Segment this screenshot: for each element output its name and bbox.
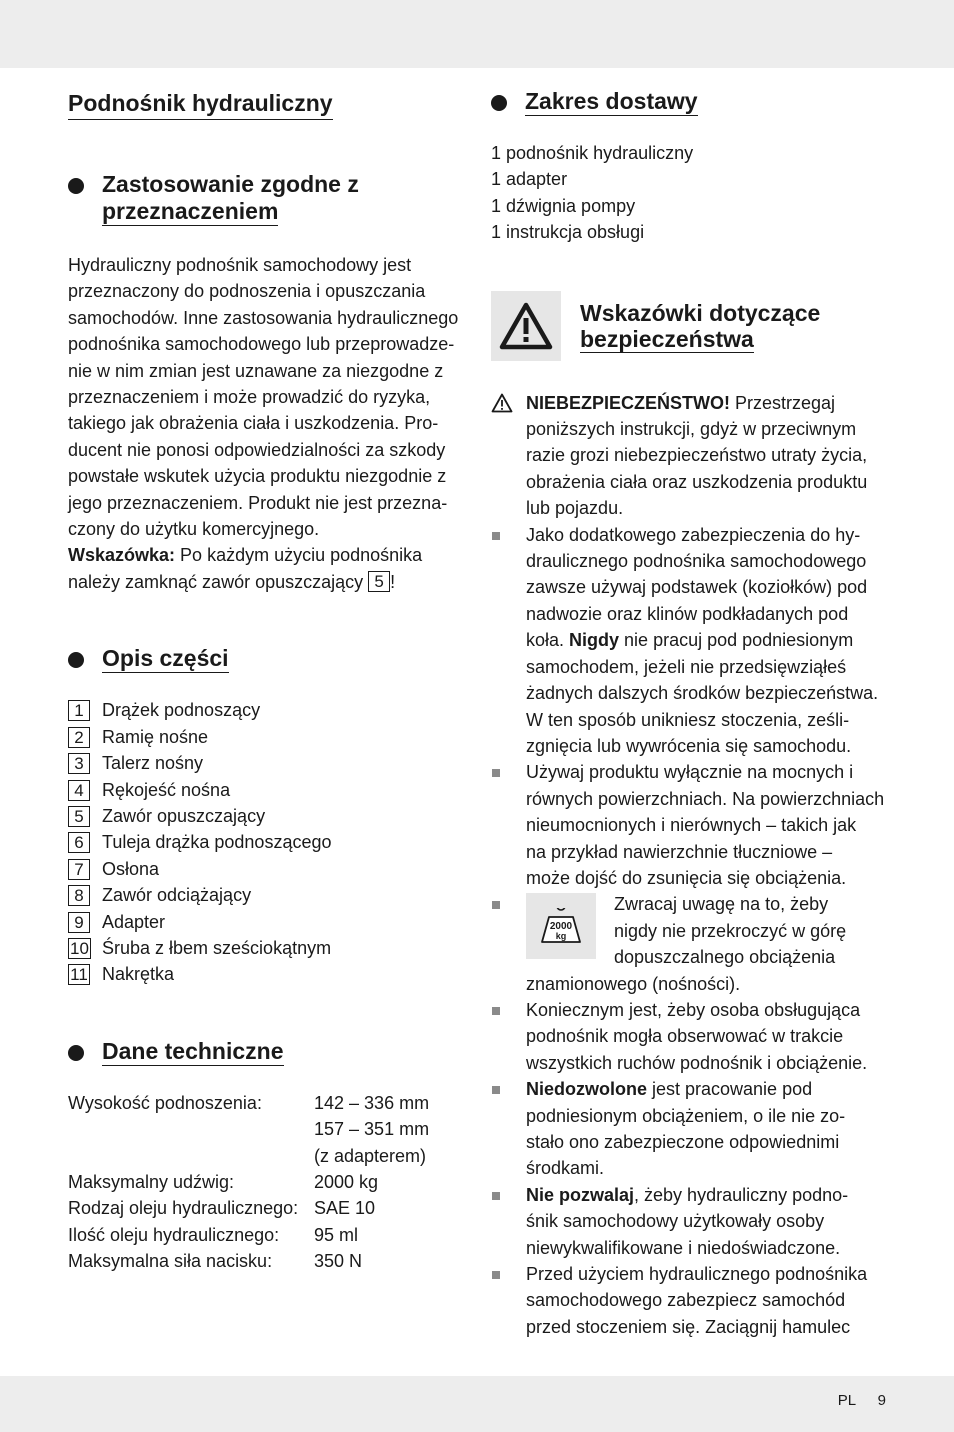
usage-line: jego przeznaczeniem. Produkt nie jest przezna- [68,492,448,513]
warning-triangle-icon [491,291,561,361]
note-text: należy zamknąć zawór opuszczający [68,571,369,592]
list-item: 1 instrukcja obsługi [491,222,645,243]
usage-heading [68,171,466,226]
bullet-line: stało ono zabezpieczone odpowiednimi [526,1132,840,1152]
tech-label [68,1116,314,1142]
list-item [491,522,889,760]
bullet-line: nieumocnionych i nierównych – takich jak [526,815,857,836]
bullet-line: Przed użyciem hydraulicznego podnośnika [526,1264,868,1285]
square-bullet-icon [492,1271,500,1279]
bullet-line: nigdy nie przekroczyć w górę [614,920,847,941]
bullet-bold: Nie pozwalaj [526,1184,635,1205]
document-title: Podnośnik hydrauliczny [68,88,333,120]
danger-line: obrażenia ciała oraz uszkodzenia produktu [526,471,868,492]
danger-line: poniższych instrukcji, gdyż w przeciwnym [526,419,857,440]
bullet-line: W ten sposób unikniesz stoczenia, ześli- [526,709,850,730]
footer-band [0,1376,954,1432]
bullet-line: Używaj produktu wyłącznie na mocnych i [526,762,854,783]
part-label: Ramię nośne [102,726,209,747]
tech-label: Rodzaj oleju hydraulicznego: [68,1198,299,1219]
list-item [68,856,466,882]
safety-heading-line1: Wskazówki dotyczące [580,299,821,326]
bullet-line: śnik samochodowy użytkowały osoby [526,1211,825,1232]
bullet-line: samochodem, jeżeli nie przedsięwziąłeś [526,656,847,677]
tech-label [68,1143,314,1169]
list-item [491,1182,889,1261]
safety-list [491,390,889,1341]
note-label: Wskazówka: [68,545,176,566]
delivery-list [491,140,889,246]
bullet-text: nie pracuj pod podniesionym [619,630,854,651]
tech-label: Maksymalna siła nacisku: [68,1251,273,1272]
danger-item [491,390,889,522]
bullet-line: nadwozie oraz klinów podkładanych pod [526,603,849,624]
list-item [68,882,466,908]
square-bullet-icon [492,532,500,540]
parts-list [68,697,466,987]
bullet-line: podnośnik mogła obserwować w trakcie [526,1026,844,1047]
list-item [68,829,466,855]
bullet-line: może dojść do zsunięcia się obciążenia. [526,867,847,888]
language-code: PL [837,1392,856,1409]
part-ref-box: 5 [368,571,390,592]
usage-line: nie w nim zmian jest uznawane za niezgodne z [68,360,444,381]
weight-icon-unit: kg [555,931,567,942]
safety-heading [491,291,889,361]
tech-value: SAE 10 [314,1198,376,1219]
part-number-box: 7 [68,859,90,880]
part-label: Osłona [102,858,160,879]
weight-limit-icon [526,893,596,959]
part-number-box: 11 [68,964,90,985]
bullet-line: Jako dodatkowego zabezpieczenia do hy- [526,524,861,545]
list-item: 1 podnośnik hydrauliczny [491,143,694,163]
list-item [68,803,466,829]
usage-line: przeznaczony do podnoszenia i opuszczania [68,281,426,302]
bullet-line: wszystkich ruchów podnośnik i obciążenie. [526,1052,868,1073]
bullet-line: na przykład nawierzchnie tłuczniowe – [526,841,833,862]
list-item [491,1261,889,1340]
usage-line: takiego jak obrażenia ciała i uszkodzenia. Pro- [68,413,439,434]
square-bullet-icon [492,1007,500,1015]
part-number-box: 8 [68,885,90,906]
part-number-box: 10 [70,938,89,958]
square-bullet-icon [492,1086,500,1094]
part-label: Nakrętka [102,964,175,985]
list-item [491,997,889,1076]
part-number-box: 1 [68,700,90,721]
delivery-heading [491,88,889,116]
part-number-box: 5 [68,806,90,827]
list-item [68,961,466,987]
list-item: 1 adapter [491,169,568,190]
bullet-line [526,627,889,653]
part-number-box: 3 [68,753,90,774]
bullet-line: podniesionym obciążeniem, o ile nie zo- [526,1105,846,1126]
parts-heading-text: Opis części [102,645,229,672]
delivery-heading-text: Zakres dostawy [525,88,698,114]
usage-line: Hydrauliczny podnośnik samochodowy jest [68,255,412,275]
usage-heading-line2: przeznaczeniem [102,198,279,224]
danger-label: NIEBEZPIECZEŃSTWO! [526,392,731,413]
bullet-line [526,1182,889,1208]
part-label: Adapter [102,911,166,932]
part-label: Drążek podnoszący [102,700,261,721]
bullet-dot-icon [68,178,84,194]
part-number-box: 9 [68,912,90,933]
bullet-line: samochodowego zabezpiecz samochód [526,1290,846,1311]
bullet-bold: Niedozwolone [526,1079,647,1100]
warning-small-icon [491,393,513,420]
page-footer [820,1392,886,1409]
part-label: Tuleja drążka podnoszącego [102,832,332,853]
list-item: 1 dźwignia pompy [491,195,636,216]
list-item [68,750,466,776]
tech-label: Maksymalny udźwig: [68,1171,235,1192]
bullet-bold: Nigdy [569,630,620,651]
bullet-dot-icon [68,1045,84,1061]
note-end: ! [390,571,396,592]
bullet-line: Zwracaj uwagę na to, żeby [614,894,829,915]
square-bullet-icon [492,901,500,909]
usage-line: ducent nie ponosi odpowiedzialności za szkody [68,439,446,460]
list-item [491,759,889,891]
usage-note-line2 [68,569,466,595]
usage-line: przeznaczeniem i może prowadzić do ryzyka, [68,387,431,408]
list-item [68,724,466,750]
usage-line: samochodów. Inne zastosowania hydraulicznego [68,307,459,328]
part-label: Talerz nośny [102,753,204,774]
list-item [68,935,466,961]
left-column [68,88,466,1275]
tech-label: Ilość oleju hydraulicznego: [68,1224,280,1245]
bullet-line: zgnięcia lub wywrócenia się samochodu. [526,735,852,756]
part-number-box: 4 [68,780,90,801]
tech-value: 157 – 351 mm [314,1119,430,1140]
right-column [491,88,889,1340]
tech-label: Wysokość podnoszenia: [68,1092,262,1113]
bullet-line: draulicznego podnośnika samochodowego [526,551,867,572]
part-label: Zawór opuszczający [102,805,266,826]
tech-table [68,1090,466,1275]
tech-heading-text: Dane techniczne [102,1037,284,1064]
tech-value: (z adapterem) [314,1145,427,1166]
bullet-line: przed stoczeniem się. Zaciągnij hamulec [526,1316,851,1337]
bullet-line: dopuszczalnego obciążenia [614,947,836,968]
bullet-line: niewykwalifikowane i niedoświadczone. [526,1237,841,1258]
safety-heading-line2: bezpieczeństwa [580,325,754,352]
square-bullet-icon [492,1192,500,1200]
part-number-box: 6 [68,832,90,853]
usage-line: podnośnika samochodowego lub przeprowadze- [68,334,455,355]
bullet-text: koła. [526,630,570,651]
tech-value: 350 N [314,1251,363,1272]
list-item [68,909,466,935]
usage-line: powstałe wskutek użycia produktu niezgodnie z [68,466,447,487]
danger-text: Przestrzegaj [730,392,836,413]
part-label: Rękojeść nośna [102,779,231,800]
list-item [491,891,889,997]
bullet-line: równych powierzchniach. Na powierzchniach [526,788,885,809]
safety-heading-text [580,300,820,352]
tech-value: 95 ml [314,1224,359,1245]
danger-line: razie grozi niebezpieczeństwo utraty życia, [526,445,868,466]
list-item [491,1076,889,1182]
bullet-line: znamionowego (nośności). [526,973,741,994]
page-number: 9 [877,1392,886,1409]
tech-heading [68,1038,466,1066]
note-text: Po każdym użyciu podnośnika [175,545,423,566]
bullet-line [526,1076,889,1102]
danger-line: lub pojazdu. [526,498,624,519]
part-label: Zawór odciążający [102,885,252,906]
header-band [0,0,954,68]
usage-text [68,252,466,595]
tech-value: 2000 kg [314,1171,379,1192]
bullet-line: żadnych dalszych środków bezpieczeństwa. [526,683,879,704]
square-bullet-icon [492,769,500,777]
usage-heading-line1: Zastosowanie zgodne z [102,171,359,197]
parts-heading [68,645,466,673]
usage-note [68,542,466,568]
bullet-line: Koniecznym jest, żeby osoba obsługująca [526,999,861,1020]
bullet-text: , żeby hydrauliczny podno- [634,1184,849,1205]
bullet-line: zawsze używaj podstawek (koziołków) pod [526,577,868,598]
bullet-dot-icon [68,652,84,668]
weight-icon-value: 2000 [549,921,573,933]
bullet-line: środkami. [526,1158,605,1179]
bullet-text: jest pracowanie pod [647,1079,813,1100]
part-label: Śruba z łbem sześciokątnym [102,937,332,958]
tech-value: 142 – 336 mm [314,1092,430,1113]
part-number-box: 2 [68,727,90,748]
usage-line: czony do użytku komercyjnego. [68,519,320,540]
list-item [68,697,466,723]
list-item [68,777,466,803]
bullet-dot-icon [491,95,507,111]
